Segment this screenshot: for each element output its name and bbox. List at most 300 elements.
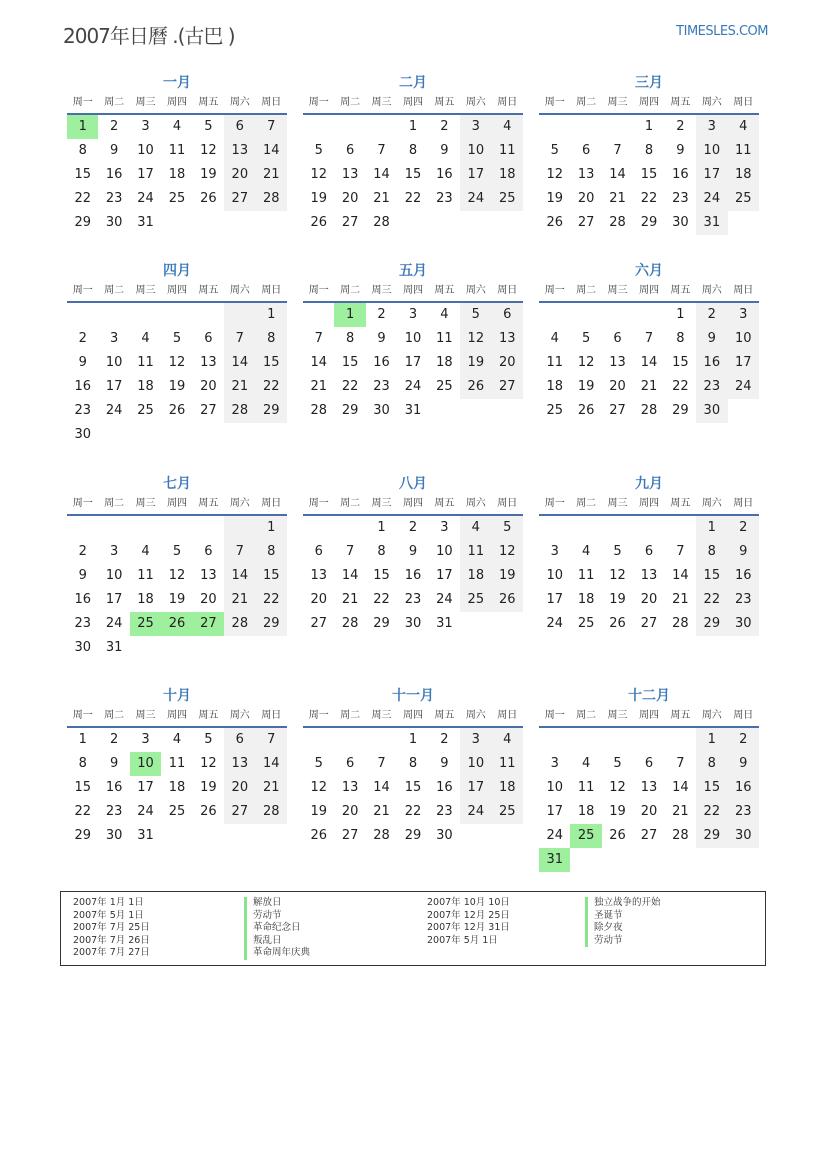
day-cell[interactable]: 27 — [577, 215, 595, 230]
day-cell[interactable]: 3 — [550, 544, 559, 559]
day-cell[interactable]: 11 — [460, 540, 491, 564]
holiday-day-cell[interactable]: 27 — [193, 612, 224, 636]
day-cell[interactable]: 8 — [696, 540, 727, 564]
day-cell[interactable]: 22 — [672, 379, 689, 394]
day-cell[interactable]: 10 — [137, 143, 154, 158]
brand-link[interactable]: TIMESLES.COM — [676, 24, 768, 39]
day-cell[interactable]: 21 — [256, 163, 287, 187]
day-cell[interactable]: 21 — [373, 191, 390, 206]
day-cell[interactable]: 18 — [577, 592, 595, 607]
holiday-day-cell[interactable]: 25 — [570, 824, 601, 848]
day-cell[interactable]: 20 — [577, 191, 595, 206]
day-cell[interactable]: 23 — [105, 191, 123, 206]
day-cell[interactable]: 21 — [640, 379, 658, 394]
day-cell[interactable]: 27 — [200, 403, 217, 418]
day-cell[interactable]: 24 — [436, 592, 453, 607]
day-cell[interactable]: 2 — [408, 520, 418, 535]
day-cell[interactable]: 24 — [546, 616, 563, 631]
day-cell[interactable]: 30 — [74, 640, 91, 655]
day-cell[interactable]: 23 — [728, 800, 759, 824]
day-cell[interactable]: 11 — [492, 139, 523, 163]
day-cell[interactable]: 23 — [436, 191, 453, 206]
day-cell[interactable]: 12 — [577, 355, 595, 370]
day-cell[interactable]: 9 — [408, 544, 418, 559]
day-cell[interactable]: 29 — [696, 612, 727, 636]
day-cell[interactable]: 14 — [640, 355, 658, 370]
day-cell[interactable]: 8 — [256, 327, 287, 351]
day-cell[interactable]: 2 — [728, 516, 759, 540]
day-cell[interactable]: 1 — [408, 119, 418, 134]
day-cell[interactable]: 29 — [256, 612, 287, 636]
day-cell[interactable]: 22 — [640, 191, 658, 206]
day-cell[interactable]: 16 — [373, 355, 390, 370]
day-cell[interactable]: 22 — [74, 191, 91, 206]
day-cell[interactable]: 29 — [341, 403, 359, 418]
day-cell[interactable]: 11 — [137, 568, 154, 583]
day-cell[interactable]: 17 — [105, 592, 123, 607]
day-cell[interactable]: 3 — [109, 544, 119, 559]
day-cell[interactable]: 18 — [460, 564, 491, 588]
day-cell[interactable]: 20 — [310, 592, 327, 607]
day-cell[interactable]: 22 — [404, 191, 422, 206]
day-cell[interactable]: 3 — [141, 119, 150, 134]
day-cell[interactable]: 8 — [377, 544, 386, 559]
day-cell[interactable]: 6 — [224, 115, 255, 139]
day-cell[interactable]: 28 — [672, 828, 689, 843]
day-cell[interactable]: 4 — [492, 728, 523, 752]
day-cell[interactable]: 7 — [256, 728, 287, 752]
day-cell[interactable]: 15 — [341, 355, 359, 370]
day-cell[interactable]: 14 — [341, 568, 359, 583]
day-cell[interactable]: 19 — [310, 191, 327, 206]
day-cell[interactable]: 5 — [581, 331, 591, 346]
day-cell[interactable]: 10 — [546, 568, 563, 583]
day-cell[interactable]: 23 — [404, 592, 422, 607]
day-cell[interactable]: 4 — [581, 544, 591, 559]
day-cell[interactable]: 29 — [696, 824, 727, 848]
day-cell[interactable]: 30 — [728, 824, 759, 848]
day-cell[interactable]: 6 — [314, 544, 323, 559]
day-cell[interactable]: 30 — [74, 427, 91, 442]
day-cell[interactable]: 8 — [676, 331, 685, 346]
day-cell[interactable]: 16 — [404, 568, 422, 583]
day-cell[interactable]: 9 — [109, 756, 119, 771]
day-cell[interactable]: 7 — [676, 544, 685, 559]
day-cell[interactable]: 15 — [404, 167, 422, 182]
day-cell[interactable]: 9 — [440, 143, 449, 158]
day-cell[interactable]: 24 — [404, 379, 422, 394]
day-cell[interactable]: 13 — [640, 568, 658, 583]
day-cell[interactable]: 10 — [105, 568, 123, 583]
day-cell[interactable]: 7 — [613, 143, 622, 158]
day-cell[interactable]: 10 — [436, 544, 453, 559]
holiday-day-cell[interactable]: 1 — [67, 115, 98, 139]
day-cell[interactable]: 1 — [644, 119, 654, 134]
day-cell[interactable]: 1 — [696, 516, 727, 540]
holiday-day-cell[interactable]: 1 — [334, 303, 365, 327]
day-cell[interactable]: 16 — [728, 776, 759, 800]
day-cell[interactable]: 29 — [74, 215, 91, 230]
day-cell[interactable]: 30 — [404, 616, 422, 631]
day-cell[interactable]: 30 — [672, 215, 689, 230]
day-cell[interactable]: 17 — [460, 776, 491, 800]
day-cell[interactable]: 5 — [204, 119, 213, 134]
day-cell[interactable]: 10 — [728, 327, 759, 351]
day-cell[interactable]: 20 — [609, 379, 626, 394]
day-cell[interactable]: 19 — [609, 804, 626, 819]
day-cell[interactable]: 12 — [200, 756, 217, 771]
day-cell[interactable]: 11 — [436, 331, 453, 346]
day-cell[interactable]: 6 — [204, 544, 213, 559]
day-cell[interactable]: 24 — [460, 800, 491, 824]
day-cell[interactable]: 6 — [644, 544, 654, 559]
day-cell[interactable]: 25 — [460, 588, 491, 612]
day-cell[interactable]: 24 — [105, 616, 123, 631]
day-cell[interactable]: 23 — [74, 403, 91, 418]
day-cell[interactable]: 4 — [728, 115, 759, 139]
day-cell[interactable]: 29 — [256, 399, 287, 423]
day-cell[interactable]: 18 — [137, 379, 154, 394]
day-cell[interactable]: 14 — [256, 752, 287, 776]
day-cell[interactable]: 21 — [609, 191, 626, 206]
day-cell[interactable]: 21 — [224, 588, 255, 612]
day-cell[interactable]: 8 — [78, 143, 87, 158]
day-cell[interactable]: 9 — [109, 143, 119, 158]
day-cell[interactable]: 27 — [310, 616, 327, 631]
day-cell[interactable]: 25 — [168, 804, 186, 819]
day-cell[interactable]: 12 — [168, 568, 186, 583]
day-cell[interactable]: 27 — [224, 800, 255, 824]
day-cell[interactable]: 5 — [314, 143, 323, 158]
day-cell[interactable]: 25 — [168, 191, 186, 206]
day-cell[interactable]: 5 — [492, 516, 523, 540]
day-cell[interactable]: 11 — [168, 143, 186, 158]
day-cell[interactable]: 9 — [440, 756, 449, 771]
day-cell[interactable]: 24 — [546, 828, 563, 843]
day-cell[interactable]: 28 — [256, 800, 287, 824]
day-cell[interactable]: 15 — [640, 167, 658, 182]
day-cell[interactable]: 28 — [224, 399, 255, 423]
day-cell[interactable]: 22 — [256, 375, 287, 399]
day-cell[interactable]: 7 — [644, 331, 654, 346]
day-cell[interactable]: 3 — [728, 303, 759, 327]
day-cell[interactable]: 11 — [492, 752, 523, 776]
day-cell[interactable]: 4 — [172, 732, 182, 747]
day-cell[interactable]: 17 — [546, 592, 563, 607]
day-cell[interactable]: 1 — [377, 520, 386, 535]
day-cell[interactable]: 3 — [408, 307, 418, 322]
day-cell[interactable]: 3 — [440, 520, 449, 535]
day-cell[interactable]: 18 — [728, 163, 759, 187]
day-cell[interactable]: 7 — [256, 115, 287, 139]
day-cell[interactable]: 29 — [404, 828, 422, 843]
day-cell[interactable]: 8 — [408, 143, 418, 158]
day-cell[interactable]: 16 — [74, 592, 91, 607]
day-cell[interactable]: 26 — [460, 375, 491, 399]
day-cell[interactable]: 1 — [78, 732, 87, 747]
day-cell[interactable]: 5 — [550, 143, 559, 158]
day-cell[interactable]: 21 — [224, 375, 255, 399]
day-cell[interactable]: 2 — [728, 728, 759, 752]
day-cell[interactable]: 11 — [728, 139, 759, 163]
day-cell[interactable]: 26 — [577, 403, 595, 418]
day-cell[interactable]: 23 — [672, 191, 689, 206]
day-cell[interactable]: 14 — [373, 780, 390, 795]
day-cell[interactable]: 31 — [105, 640, 123, 655]
day-cell[interactable]: 12 — [200, 143, 217, 158]
day-cell[interactable]: 25 — [546, 403, 563, 418]
day-cell[interactable]: 23 — [373, 379, 390, 394]
day-cell[interactable]: 14 — [672, 568, 689, 583]
day-cell[interactable]: 9 — [676, 143, 685, 158]
day-cell[interactable]: 8 — [696, 752, 727, 776]
day-cell[interactable]: 20 — [640, 804, 658, 819]
holiday-day-cell[interactable]: 31 — [539, 848, 570, 872]
day-cell[interactable]: 2 — [78, 544, 87, 559]
day-cell[interactable]: 3 — [109, 331, 119, 346]
day-cell[interactable]: 26 — [200, 804, 217, 819]
day-cell[interactable]: 26 — [492, 588, 523, 612]
day-cell[interactable]: 2 — [440, 732, 449, 747]
day-cell[interactable]: 10 — [105, 355, 123, 370]
day-cell[interactable]: 18 — [492, 776, 523, 800]
day-cell[interactable]: 21 — [672, 804, 689, 819]
day-cell[interactable]: 12 — [168, 355, 186, 370]
day-cell[interactable]: 17 — [546, 804, 563, 819]
day-cell[interactable]: 7 — [676, 756, 685, 771]
day-cell[interactable]: 8 — [408, 756, 418, 771]
day-cell[interactable]: 21 — [373, 804, 390, 819]
day-cell[interactable]: 27 — [640, 616, 658, 631]
day-cell[interactable]: 6 — [613, 331, 622, 346]
day-cell[interactable]: 27 — [224, 187, 255, 211]
day-cell[interactable]: 15 — [256, 351, 287, 375]
day-cell[interactable]: 16 — [436, 167, 453, 182]
day-cell[interactable]: 7 — [345, 544, 355, 559]
day-cell[interactable]: 2 — [78, 331, 87, 346]
day-cell[interactable]: 6 — [204, 331, 213, 346]
day-cell[interactable]: 2 — [109, 119, 119, 134]
day-cell[interactable]: 19 — [168, 592, 186, 607]
day-cell[interactable]: 27 — [609, 403, 626, 418]
day-cell[interactable]: 19 — [168, 379, 186, 394]
day-cell[interactable]: 17 — [460, 163, 491, 187]
day-cell[interactable]: 31 — [404, 403, 422, 418]
day-cell[interactable]: 5 — [613, 756, 622, 771]
day-cell[interactable]: 4 — [141, 331, 150, 346]
day-cell[interactable]: 6 — [345, 756, 355, 771]
day-cell[interactable]: 10 — [460, 139, 491, 163]
day-cell[interactable]: 5 — [314, 756, 323, 771]
day-cell[interactable]: 23 — [696, 375, 727, 399]
day-cell[interactable]: 28 — [373, 215, 390, 230]
day-cell[interactable]: 13 — [310, 568, 327, 583]
day-cell[interactable]: 11 — [137, 355, 154, 370]
day-cell[interactable]: 14 — [256, 139, 287, 163]
day-cell[interactable]: 13 — [341, 167, 359, 182]
day-cell[interactable]: 13 — [341, 780, 359, 795]
day-cell[interactable]: 11 — [546, 355, 563, 370]
day-cell[interactable]: 9 — [78, 355, 87, 370]
day-cell[interactable]: 20 — [640, 592, 658, 607]
day-cell[interactable]: 22 — [373, 592, 390, 607]
day-cell[interactable]: 13 — [224, 752, 255, 776]
day-cell[interactable]: 2 — [377, 307, 386, 322]
day-cell[interactable]: 26 — [310, 828, 327, 843]
day-cell[interactable]: 12 — [609, 568, 626, 583]
day-cell[interactable]: 30 — [436, 828, 453, 843]
day-cell[interactable]: 16 — [74, 379, 91, 394]
day-cell[interactable]: 21 — [341, 592, 359, 607]
day-cell[interactable]: 15 — [373, 568, 390, 583]
day-cell[interactable]: 24 — [460, 187, 491, 211]
day-cell[interactable]: 13 — [492, 327, 523, 351]
day-cell[interactable]: 16 — [728, 564, 759, 588]
day-cell[interactable]: 22 — [256, 588, 287, 612]
day-cell[interactable]: 15 — [256, 564, 287, 588]
day-cell[interactable]: 9 — [78, 568, 87, 583]
day-cell[interactable]: 7 — [377, 143, 386, 158]
day-cell[interactable]: 4 — [550, 331, 559, 346]
day-cell[interactable]: 11 — [168, 756, 186, 771]
day-cell[interactable]: 29 — [672, 403, 689, 418]
day-cell[interactable]: 26 — [200, 191, 217, 206]
day-cell[interactable]: 4 — [460, 516, 491, 540]
day-cell[interactable]: 30 — [728, 612, 759, 636]
day-cell[interactable]: 19 — [310, 804, 327, 819]
day-cell[interactable]: 23 — [436, 804, 453, 819]
day-cell[interactable]: 19 — [577, 379, 595, 394]
day-cell[interactable]: 18 — [577, 804, 595, 819]
day-cell[interactable]: 24 — [137, 804, 154, 819]
day-cell[interactable]: 30 — [105, 828, 123, 843]
day-cell[interactable]: 24 — [728, 375, 759, 399]
day-cell[interactable]: 15 — [404, 780, 422, 795]
day-cell[interactable]: 19 — [460, 351, 491, 375]
day-cell[interactable]: 23 — [105, 804, 123, 819]
day-cell[interactable]: 23 — [74, 616, 91, 631]
day-cell[interactable]: 8 — [644, 143, 654, 158]
day-cell[interactable]: 16 — [105, 780, 123, 795]
day-cell[interactable]: 13 — [224, 139, 255, 163]
day-cell[interactable]: 31 — [436, 616, 453, 631]
day-cell[interactable]: 1 — [408, 732, 418, 747]
day-cell[interactable]: 29 — [640, 215, 658, 230]
day-cell[interactable]: 13 — [609, 355, 626, 370]
day-cell[interactable]: 26 — [609, 828, 626, 843]
day-cell[interactable]: 19 — [546, 191, 563, 206]
day-cell[interactable]: 7 — [314, 331, 323, 346]
day-cell[interactable]: 12 — [609, 780, 626, 795]
day-cell[interactable]: 6 — [345, 143, 355, 158]
day-cell[interactable]: 14 — [672, 780, 689, 795]
day-cell[interactable]: 3 — [550, 756, 559, 771]
day-cell[interactable]: 9 — [728, 540, 759, 564]
day-cell[interactable]: 22 — [404, 804, 422, 819]
day-cell[interactable]: 25 — [728, 187, 759, 211]
day-cell[interactable]: 28 — [373, 828, 390, 843]
day-cell[interactable]: 22 — [696, 800, 727, 824]
day-cell[interactable]: 29 — [74, 828, 91, 843]
day-cell[interactable]: 11 — [577, 568, 595, 583]
day-cell[interactable]: 20 — [341, 804, 359, 819]
day-cell[interactable]: 22 — [74, 804, 91, 819]
day-cell[interactable]: 21 — [310, 379, 327, 394]
day-cell[interactable]: 13 — [200, 568, 217, 583]
holiday-day-cell[interactable]: 26 — [161, 612, 192, 636]
day-cell[interactable]: 30 — [105, 215, 123, 230]
day-cell[interactable]: 15 — [696, 564, 727, 588]
day-cell[interactable]: 17 — [105, 379, 123, 394]
day-cell[interactable]: 15 — [696, 776, 727, 800]
day-cell[interactable]: 30 — [696, 399, 727, 423]
holiday-day-cell[interactable]: 25 — [130, 612, 161, 636]
day-cell[interactable]: 28 — [224, 612, 255, 636]
day-cell[interactable]: 5 — [172, 544, 182, 559]
day-cell[interactable]: 5 — [172, 331, 182, 346]
day-cell[interactable]: 13 — [577, 167, 595, 182]
day-cell[interactable]: 8 — [78, 756, 87, 771]
day-cell[interactable]: 16 — [696, 351, 727, 375]
day-cell[interactable]: 17 — [404, 355, 422, 370]
day-cell[interactable]: 7 — [377, 756, 386, 771]
day-cell[interactable]: 2 — [109, 732, 119, 747]
day-cell[interactable]: 25 — [137, 403, 154, 418]
day-cell[interactable]: 15 — [74, 167, 91, 182]
day-cell[interactable]: 12 — [460, 327, 491, 351]
day-cell[interactable]: 27 — [640, 828, 658, 843]
day-cell[interactable]: 26 — [310, 215, 327, 230]
day-cell[interactable]: 13 — [640, 780, 658, 795]
day-cell[interactable]: 1 — [676, 307, 685, 322]
day-cell[interactable]: 31 — [696, 211, 727, 235]
day-cell[interactable]: 4 — [492, 115, 523, 139]
day-cell[interactable]: 5 — [460, 303, 491, 327]
day-cell[interactable]: 12 — [310, 780, 327, 795]
day-cell[interactable]: 10 — [404, 331, 422, 346]
day-cell[interactable]: 15 — [74, 780, 91, 795]
day-cell[interactable]: 17 — [728, 351, 759, 375]
day-cell[interactable]: 26 — [546, 215, 563, 230]
day-cell[interactable]: 28 — [341, 616, 359, 631]
day-cell[interactable]: 6 — [492, 303, 523, 327]
day-cell[interactable]: 25 — [492, 800, 523, 824]
day-cell[interactable]: 13 — [200, 355, 217, 370]
day-cell[interactable]: 18 — [436, 355, 453, 370]
day-cell[interactable]: 3 — [460, 728, 491, 752]
day-cell[interactable]: 17 — [436, 568, 453, 583]
day-cell[interactable]: 19 — [492, 564, 523, 588]
day-cell[interactable]: 2 — [440, 119, 449, 134]
day-cell[interactable]: 10 — [696, 139, 727, 163]
day-cell[interactable]: 6 — [644, 756, 654, 771]
day-cell[interactable]: 25 — [436, 379, 453, 394]
day-cell[interactable]: 17 — [696, 163, 727, 187]
day-cell[interactable]: 24 — [137, 191, 154, 206]
day-cell[interactable]: 20 — [200, 379, 217, 394]
day-cell[interactable]: 16 — [105, 167, 123, 182]
day-cell[interactable]: 20 — [224, 776, 255, 800]
day-cell[interactable]: 20 — [200, 592, 217, 607]
day-cell[interactable]: 29 — [373, 616, 390, 631]
day-cell[interactable]: 14 — [224, 351, 255, 375]
day-cell[interactable]: 21 — [256, 776, 287, 800]
day-cell[interactable]: 10 — [546, 780, 563, 795]
day-cell[interactable]: 12 — [546, 167, 563, 182]
day-cell[interactable]: 1 — [256, 516, 287, 540]
day-cell[interactable]: 16 — [436, 780, 453, 795]
day-cell[interactable]: 27 — [492, 375, 523, 399]
